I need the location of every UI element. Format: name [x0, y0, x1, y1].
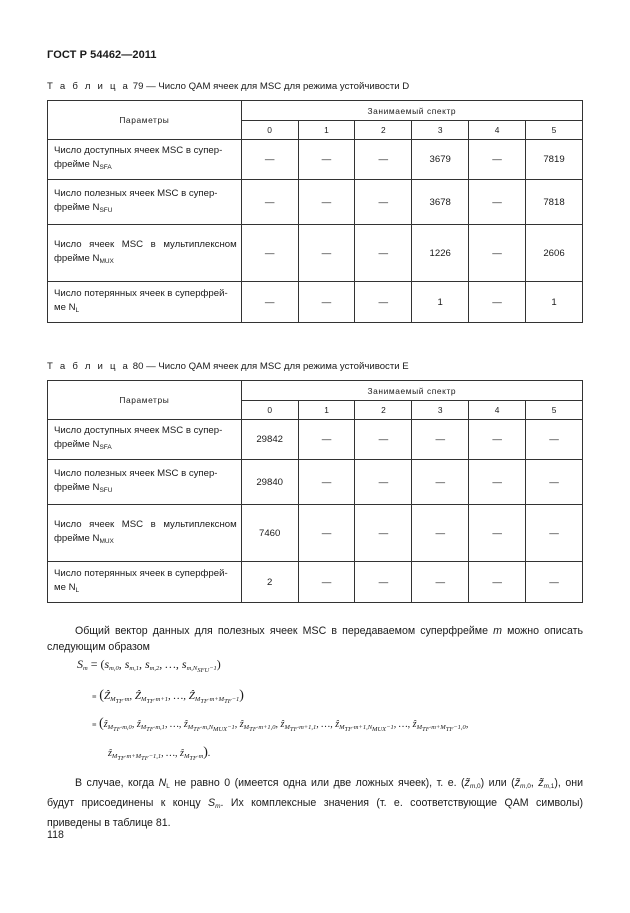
cell-value: 3678 — [412, 180, 469, 225]
cell-value: — — [241, 282, 298, 323]
table-row — [48, 180, 583, 225]
cell-value: — — [469, 420, 526, 460]
row-label: Число доступных ячеек MSC в супер- фрейме $N_{SFA}$ — [48, 420, 242, 460]
param-header: Параметры — [48, 101, 242, 140]
formula-line-2: ≡ (Ẑ$_{M_{TF}\cdot m}$, Ẑ$_{M_{TF}\cdot m+1}$, …, Ẑ$_{M_{TF}\cdot m+M_{TF}-1}$) — [92, 688, 244, 705]
table-row — [48, 505, 583, 562]
cell-value: 1 — [412, 282, 469, 323]
cell-value: — — [241, 140, 298, 180]
cell-value: — — [412, 505, 469, 562]
cell-value: — — [469, 180, 526, 225]
table-row — [48, 420, 583, 460]
cell-value: — — [298, 460, 355, 505]
formula-line-3: ≡ (ẑ$_{M_{TF}\cdot m,0}$, ẑ$_{M_{TF}\cdot m,1}$, …, ẑ$_{M_{TF}\cdot m,N_{MUX}-1}$, ẑ$_{M_{TF}\cdot m+1,0}$, ẑ$_{M_{TF}\cdot m+1,1}$, …, ẑ$_{M_{TF}\cdot m+1,N_{MUX}-1}$, …, ẑ$_{M_{TF}\cdot m+M_{TF}-1,0}$, — [92, 716, 469, 733]
cell-value: — — [298, 225, 355, 282]
cell-value: — — [298, 420, 355, 460]
cell-value: — — [355, 140, 412, 180]
cell-value: — — [412, 420, 469, 460]
row-label: Число потерянных ячеек в суперфрей- ме $N_L$ — [48, 562, 242, 603]
cell-value: — — [241, 180, 298, 225]
cell-value: 2 — [241, 562, 298, 603]
cell-value: 7819 — [526, 140, 583, 180]
cell-value: — — [355, 282, 412, 323]
document-header: ГОСТ Р 54462—2011 — [47, 49, 157, 61]
column-header-1: 1 — [298, 401, 355, 420]
cell-value: — — [298, 562, 355, 603]
column-header-3: 3 — [412, 401, 469, 420]
column-header-4: 4 — [469, 401, 526, 420]
cell-value: 29842 — [241, 420, 298, 460]
cell-value: 1226 — [412, 225, 469, 282]
column-header-5: 5 — [526, 121, 583, 140]
cell-value: — — [526, 420, 583, 460]
formula-line-1: $S_m = (s_{m,0}$, $s_{m,1}$, $s_{m,2}$, …, $s_{m,N_{SFU}-1}$) — [77, 657, 221, 674]
cell-value: 1 — [526, 282, 583, 323]
cell-value: — — [526, 460, 583, 505]
cell-value: — — [355, 180, 412, 225]
table80-caption-text: 80 — Число QAM ячеек для MSC для режима устойчивости E — [130, 361, 409, 372]
cell-value: 7460 — [241, 505, 298, 562]
param-header: Параметры — [48, 381, 242, 420]
cell-value: — — [298, 505, 355, 562]
cell-value: 7818 — [526, 180, 583, 225]
row-label: Число потерянных ячеек в суперфрей- ме $N_L$ — [48, 282, 242, 323]
column-header-2: 2 — [355, 401, 412, 420]
paragraph-intro: Общий вектор данных для полезных ячеек MSC в передаваемом суперфрейме m можно описать следующим образом — [47, 625, 583, 653]
column-header-0: 0 — [241, 121, 298, 140]
spectrum-header: Занимаемый спектр — [241, 381, 582, 401]
cell-value: — — [412, 460, 469, 505]
cell-value: — — [469, 562, 526, 603]
table79-caption-text: 79 — Число QAM ячеек для MSC для режима устойчивости D — [130, 81, 410, 92]
row-label: Число ячеек MSC в мультиплексном фрейме $N_{MUX}$ — [48, 225, 242, 282]
formula-line-4: ẑ$_{M_{TF}\cdot m+M_{TF}-1,1}$, …, ẑ$_{M_{TF}\cdot m}$). — [108, 745, 211, 762]
cell-value: 29840 — [241, 460, 298, 505]
cell-value: — — [469, 282, 526, 323]
cell-value: — — [298, 282, 355, 323]
column-header-2: 2 — [355, 121, 412, 140]
cell-value: — — [469, 460, 526, 505]
table-79 — [47, 100, 583, 323]
table80-caption-prefix: Т а б л и ц а — [47, 361, 131, 372]
table-row — [48, 282, 583, 323]
cell-value: — — [355, 460, 412, 505]
page-number: 118 — [47, 829, 64, 841]
table79-caption-prefix: Т а б л и ц а — [47, 81, 131, 92]
row-label: Число ячеек MSC в мультиплексном фрейме $N_{MUX}$ — [48, 505, 242, 562]
column-header-4: 4 — [469, 121, 526, 140]
row-label: Число доступных ячеек MSC в супер- фрейме $N_{SFA}$ — [48, 140, 242, 180]
column-header-5: 5 — [526, 401, 583, 420]
cell-value: — — [355, 225, 412, 282]
column-header-1: 1 — [298, 121, 355, 140]
cell-value: — — [355, 505, 412, 562]
table-row — [48, 460, 583, 505]
cell-value: — — [298, 140, 355, 180]
table-row — [48, 140, 583, 180]
cell-value: — — [526, 505, 583, 562]
table-row — [48, 562, 583, 603]
cell-value: — — [469, 225, 526, 282]
cell-value: — — [241, 225, 298, 282]
table-80 — [47, 380, 583, 603]
cell-value: — — [412, 562, 469, 603]
column-header-3: 3 — [412, 121, 469, 140]
cell-value: 2606 — [526, 225, 583, 282]
paragraph-lost-cells: В случае, когда $N_L$ не равно 0 (имеется одна или две ложных ячеек), т. е. $(z̃_{m,0})$ или ($z̃_{m,0}$, $z̃_{m,1}$), они будут присоединены к концу $S_m$. Их комплексные значения (т. е. соответствующие QAM символы) приведены в таблице 81. — [47, 777, 584, 829]
row-label: Число полезных ячеек MSC в супер- фрейме $N_{SFU}$ — [48, 180, 242, 225]
column-header-0: 0 — [241, 401, 298, 420]
cell-value: — — [526, 562, 583, 603]
cell-value: — — [469, 140, 526, 180]
cell-value: 3679 — [412, 140, 469, 180]
table79-caption — [47, 81, 409, 92]
cell-value: — — [355, 420, 412, 460]
table-row — [48, 225, 583, 282]
table80-caption — [47, 361, 409, 372]
cell-value: — — [298, 180, 355, 225]
row-label: Число полезных ячеек MSC в супер- фрейме $N_{SFU}$ — [48, 460, 242, 505]
cell-value: — — [355, 562, 412, 603]
cell-value: — — [469, 505, 526, 562]
spectrum-header: Занимаемый спектр — [241, 101, 582, 121]
